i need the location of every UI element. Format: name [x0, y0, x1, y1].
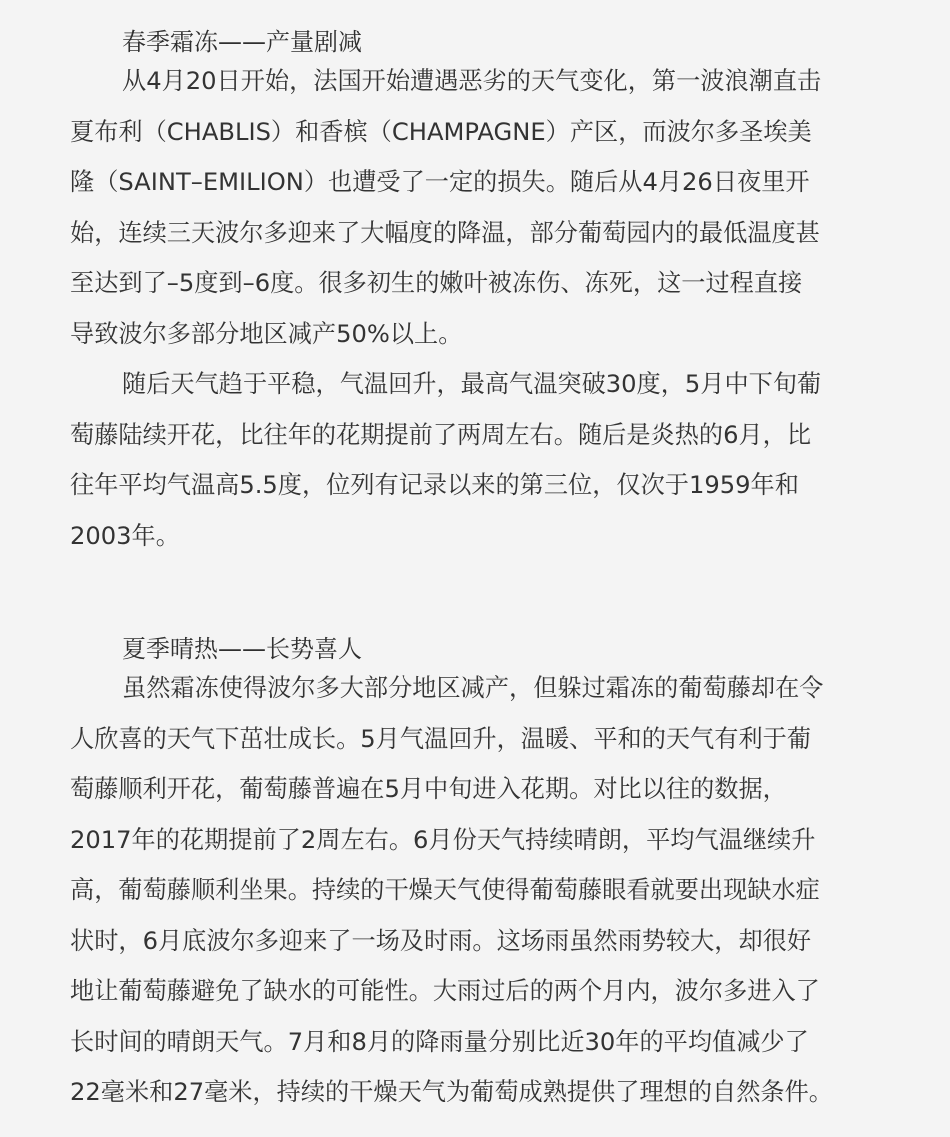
text-line: 萄藤顺利开花，葡萄藤普遍在5月中旬进入花期。对比以往的数据， — [70, 775, 787, 803]
paragraph-spring-frost-2 — [70, 359, 880, 561]
text-line: 往年平均气温高5.5度，位列有记录以来的第三位，仅次于1959年和 — [70, 471, 799, 499]
text-line: 人欣喜的天气下茁壮成长。5月气温回升，温暖、平和的天气有利于葡 — [70, 724, 812, 753]
text-line: 2017年的花期提前了2周左右。6月份天气持续晴朗，平均气温继续升 — [70, 825, 816, 854]
text-line: 状时，6月底波尔多迎来了一场及时雨。这场雨虽然雨势较大，却很好 — [70, 926, 812, 955]
text-line: 导致波尔多部分地区减产50%以上。 — [70, 319, 463, 348]
text-line: 至达到了–5度到–6度。很多初生的嫩叶被冻伤、冻死，这一过程直接 — [70, 269, 803, 297]
text-line: 萄藤陆续开花，比往年的花期提前了两周左右。随后是炎热的6月，比 — [70, 420, 812, 449]
text-line: 22毫米和27毫米，持续的干燥天气为葡萄成熟提供了理想的自然条件。 — [70, 1078, 833, 1106]
text-line: 虽然霜冻使得波尔多大部分地区减产，但躲过霜冻的葡萄藤却在令 — [122, 674, 824, 702]
text-line: 从4月20日开始，法国开始遭遇恶劣的天气变化，第一波浪潮直击 — [122, 67, 822, 95]
section-heading-summer-heat: 夏季晴热——长势喜人 — [122, 635, 362, 663]
text-line: 地让葡萄藤避免了缺水的可能性。大雨过后的两个月内，波尔多进入了 — [70, 977, 820, 1005]
text-line: 2003年。 — [70, 521, 180, 550]
section-heading-spring-frost: 春季霜冻——产量剧减 — [122, 28, 362, 56]
text-line: 夏布利（CHABLIS）和香槟（CHAMPAGNE）产区，而波尔多圣埃美 — [70, 117, 812, 146]
paragraph-summer-heat-1 — [70, 663, 880, 1118]
text-line: 长时间的晴朗天气。7月和8月的降雨量分别比近30年的平均值减少了 — [70, 1027, 809, 1056]
text-line: 隆（SAINT–EMILION）也遭受了一定的损失。随后从4月26日夜里开 — [70, 168, 810, 196]
text-line: 始，连续三天波尔多迎来了大幅度的降温，部分葡萄园内的最低温度甚 — [70, 218, 820, 247]
text-line: 高，葡萄藤顺利坐果。持续的干燥天气使得葡萄藤眼看就要出现缺水症 — [70, 876, 820, 904]
text-line: 随后天气趋于平稳，气温回升，最高气温突破30度，5月中下旬葡 — [122, 370, 822, 398]
section-spacer — [70, 561, 880, 633]
paragraph-spring-frost-1 — [70, 56, 880, 359]
